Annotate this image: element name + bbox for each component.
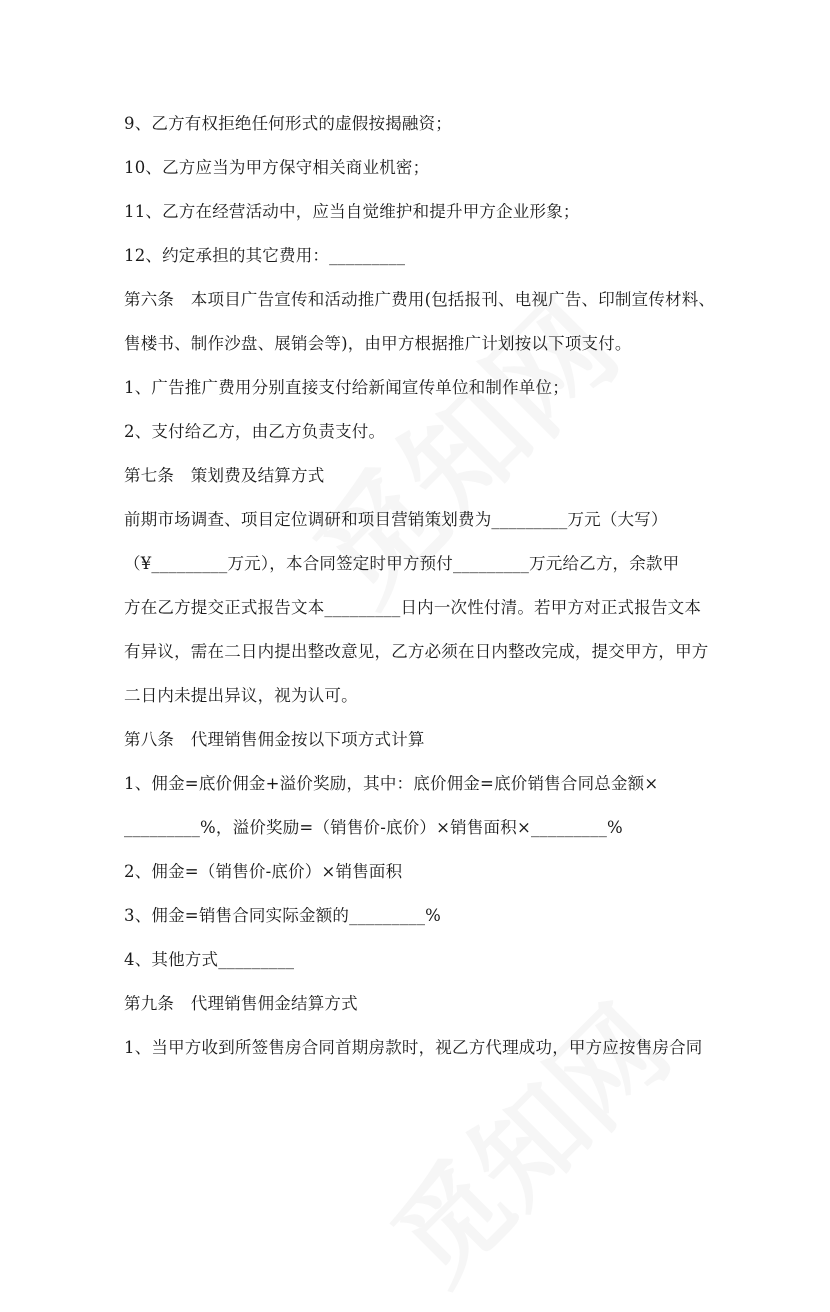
article-7-line-2: （¥_________万元），本合同签定时甲方预付_________万元给乙方，余款甲 xyxy=(124,554,680,573)
article-7-line-1: 前期市场调查、项目定位调研和项目营销策划费为_________万元（大写） xyxy=(124,510,668,529)
article-6-item-2: 2、支付给乙方，由乙方负责支付。 xyxy=(124,422,386,441)
watermark-bottom xyxy=(352,966,697,1311)
article-7-line-5: 二日内未提出异议，视为认可。 xyxy=(124,686,358,705)
article-7-line-4: 有异议，需在二日内提出整改意见，乙方必须在日内整改完成，提交甲方，甲方 xyxy=(124,642,709,661)
article-6-item-1: 1、广告推广费用分别直接支付给新闻宣传单位和制作单位； xyxy=(124,378,569,397)
clause-10: 10、乙方应当为甲方保守相关商业机密； xyxy=(124,158,430,177)
article-8-item-1-line-1: 1、佣金=底价佣金+溢价奖励，其中：底价佣金=底价销售合同总金额× xyxy=(124,774,659,793)
article-9-item-1: 1、当甲方收到所签售房合同首期房款时，视乙方代理成功，甲方应按售房合同 xyxy=(124,1038,703,1057)
article-7-line-3: 方在乙方提交正式报告文本_________日内一次性付清。若甲方对正式报告文本 xyxy=(124,598,702,617)
article-8-item-2: 2、佣金=（销售价-底价）×销售面积 xyxy=(124,862,403,881)
article-7-heading: 第七条 策划费及结算方式 xyxy=(124,466,325,485)
article-9-heading: 第九条 代理销售佣金结算方式 xyxy=(124,994,358,1013)
clause-9: 9、乙方有权拒绝任何形式的虚假按揭融资； xyxy=(124,114,452,133)
article-8-heading: 第八条 代理销售佣金按以下项方式计算 xyxy=(124,730,425,749)
article-8-item-1-line-2: _________%，溢价奖励=（销售价-底价）×销售面积×_________% xyxy=(124,818,623,837)
clause-11: 11、乙方在经营活动中，应当自觉维护和提升甲方企业形象； xyxy=(124,202,580,221)
article-8-item-4: 4、其他方式_________ xyxy=(124,950,295,969)
article-6-line-2: 售楼书、制作沙盘、展销会等)，由甲方根据推广计划按以下项支付。 xyxy=(124,334,632,353)
clause-12: 12、约定承担的其它费用：_________ xyxy=(124,246,406,265)
article-8-item-3: 3、佣金=销售合同实际金额的_________% xyxy=(124,906,442,925)
article-6-line-1: 第六条 本项目广告宣传和活动推广费用(包括报刊、电视广告、印制宣传材料、 xyxy=(124,290,716,309)
watermark-top xyxy=(272,258,648,634)
